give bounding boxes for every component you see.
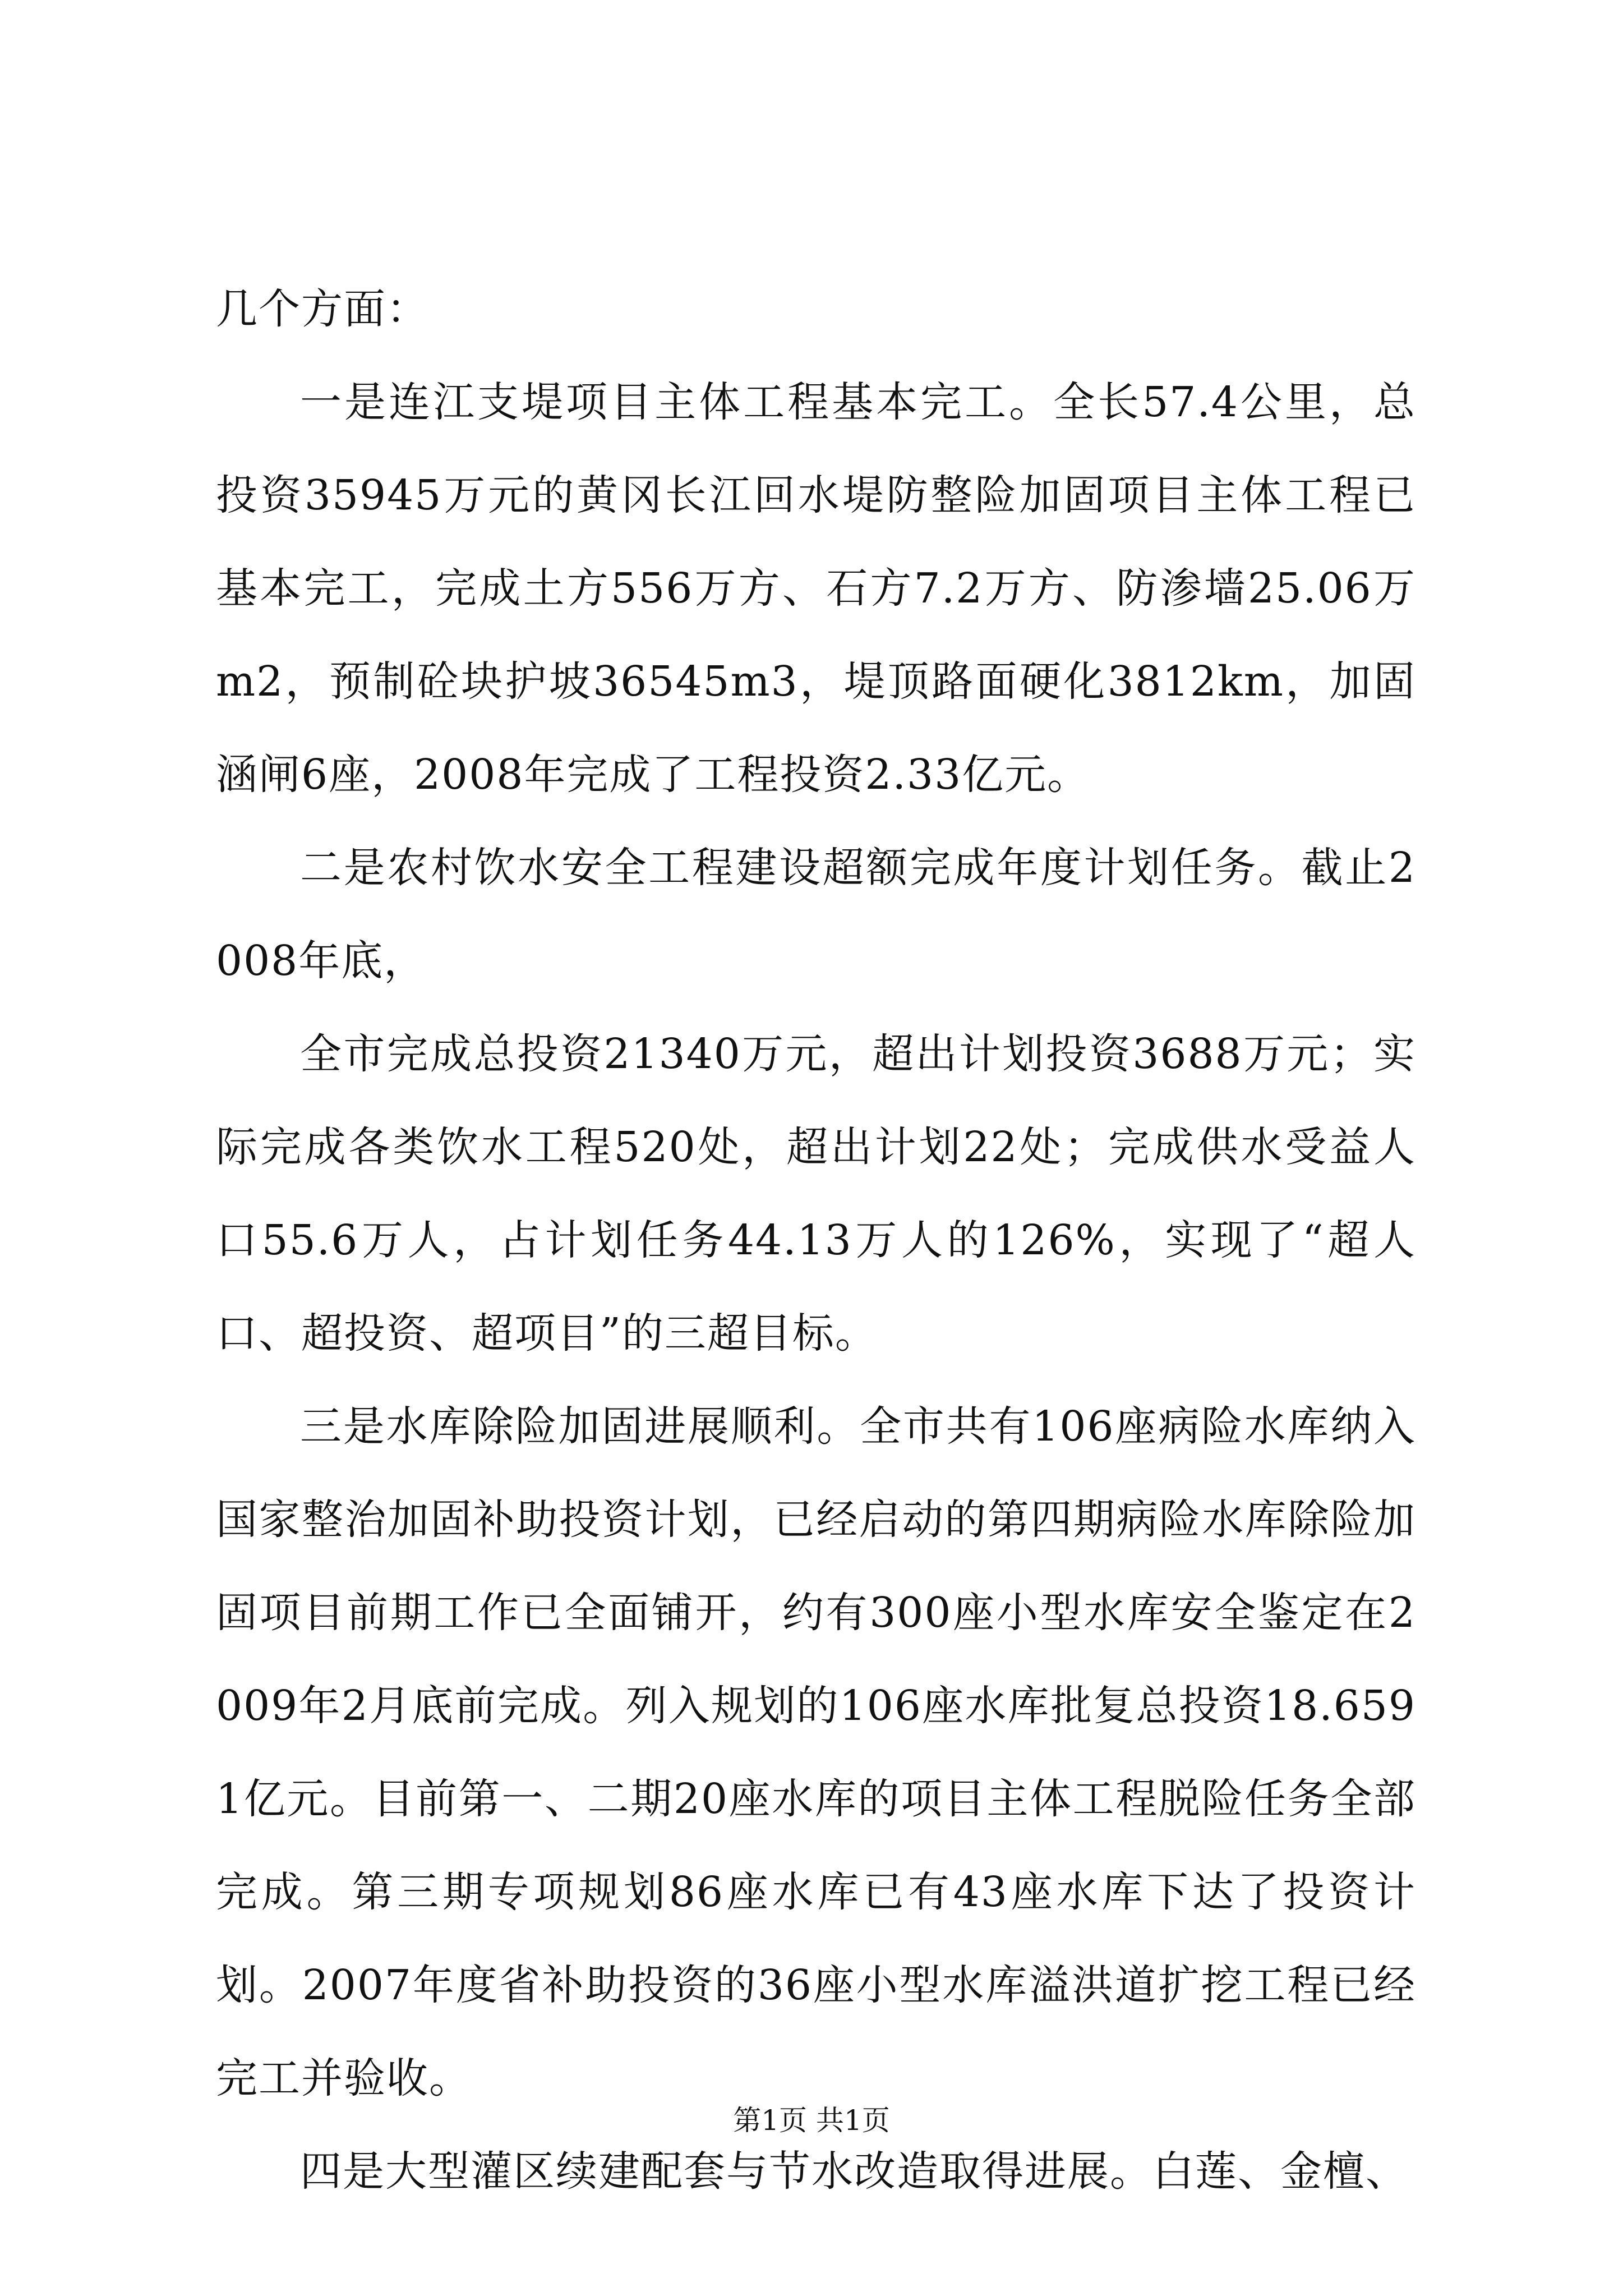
paragraph-item-two-detail: 全市完成总投资21340万元，超出计划投资3688万元；实际完成各类饮水工程520处，超出计划22处；完成供水受益人口55.6万人，占计划任务44.13万人的126%，实现了“超人口、超投资、超项目”的三超目标。: [216, 1030, 1416, 1358]
page-footer: [0, 2098, 1623, 2138]
paragraph-item-two: 二是农村饮水安全工程建设超额完成年度计划任务。截止2008年底，: [216, 844, 1416, 985]
paragraph-intro: 几个方面：: [216, 285, 429, 333]
document-body: [216, 263, 1416, 2218]
paragraph-item-three: 三是水库除险加固进展顺利。全市共有106座病险水库纳入国家整治加固补助投资计划，已经启动的第四期病险水库除险加固项目前期工作已全面铺开，约有300座小型水库安全鉴定在2009年2月底前完成。列入规划的106座水库批复总投资18.6591亿元。目前第一、二期20座水库的项目主体工程脱险任务全部完成。第三期专项规划86座水库已有43座水库下达了投资计划。2007年度省补助投资的36座小型水库溢洪道扩挖工程已经完工并验收。: [216, 1402, 1416, 2102]
paragraph-item-four: 四是大型灌区续建配套与节水改造取得进展。白莲、金檀、: [300, 2147, 1408, 2196]
page-number-label: 第1页 共1页: [733, 2104, 890, 2137]
paragraph-item-one: 一是连江支堤项目主体工程基本完工。全长57.4公里，总投资35945万元的黄冈长江回水堤防整险加固项目主体工程已基本完工，完成土方556万方、石方7.2万方、防渗墙25.06万m2，预制砼块护坡36545m3，堤顶路面硬化3812km，加固涵闸6座，2008年完成了工程投资2.33亿元。: [216, 378, 1416, 799]
